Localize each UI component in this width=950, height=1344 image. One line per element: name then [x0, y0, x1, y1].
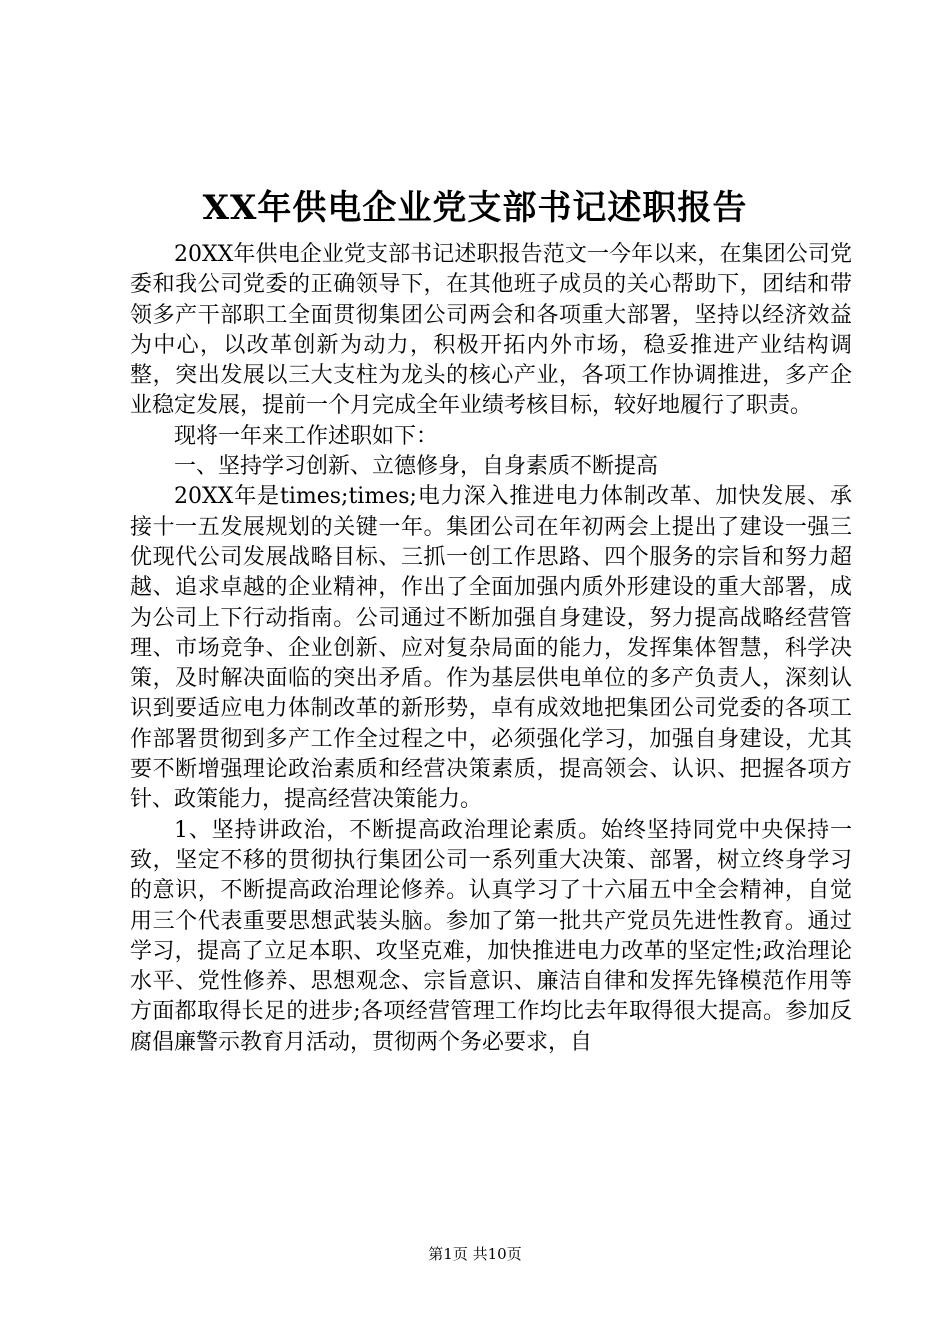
- document-title: XX年供电企业党支部书记述职报告: [202, 188, 748, 228]
- paragraph-background: 20XX年是times;times;电力深入推进电力体制改革、加快发展、承接十一五发展规划的关键一年。集团公司在年初两会上提出了建设一强三优现代公司发展战略目标、三抓一创工作思路、四个服务的宗旨和努力超越、追求卓越的企业精神，作出了全面加强内质外形建设的重大部署，成为公司上下行动指南。公司通过不断加强自身建设，努力提高战略经营管理、市场竞争、企业创新、应对复杂局面的能力，发挥集体智慧，科学决策，及时解决面临的突出矛盾。作为基层供电单位的多产负责人，深刻认识到要适应电力体制改革的新形势，卓有成效地把集团公司党委的各项工作部署贯彻到多产工作全过程之中，必须强化学习，加强自身建设，尤其要不断增强理论政治素质和经营决策素质，提高领会、认识、把握各项方针、政策能力，提高经营决策能力。: [130, 484, 852, 813]
- page-footer: 第1页 共10页: [428, 1245, 522, 1263]
- paragraph-lead-in: 现将一年来工作述职如下：: [174, 423, 439, 449]
- section-heading-1: 一、坚持学习创新、立德修身，自身素质不断提高: [174, 454, 659, 480]
- paragraph-item-1: 1、坚持讲政治，不断提高政治理论素质。始终坚持同党中央保持一致，坚定不移的贯彻执行集团公司一系列重大决策、部署，树立终身学习的意识，不断提高政治理论修养。认真学习了十六届五中全会精神，自觉用三个代表重要思想武装头脑。参加了第一批共产党员先进性教育。通过学习，提高了立足本职、攻坚克难，加快推进电力改革的坚定性;政治理论水平、党性修养、思想观念、宗旨意识、廉洁自律和发挥先锋模范作用等方面都取得长足的进步;各项经营管理工作均比去年取得很大提高。参加反腐倡廉警示教育月活动，贯彻两个务必要求，自: [130, 817, 852, 1055]
- paragraph-intro: 20XX年供电企业党支部书记述职报告范文一今年以来，在集团公司党委和我公司党委的正确领导下，在其他班子成员的关心帮助下，团结和带领多产干部职工全面贯彻集团公司两会和各项重大部署，坚持以经济效益为中心，以改革创新为动力，积极开拓内外市场，稳妥推进产业结构调整，突出发展以三大支柱为龙头的核心产业，各项工作协调推进，多产企业稳定发展，提前一个月完成全年业绩考核目标，较好地履行了职责。: [130, 242, 852, 419]
- document-body: [130, 240, 852, 1058]
